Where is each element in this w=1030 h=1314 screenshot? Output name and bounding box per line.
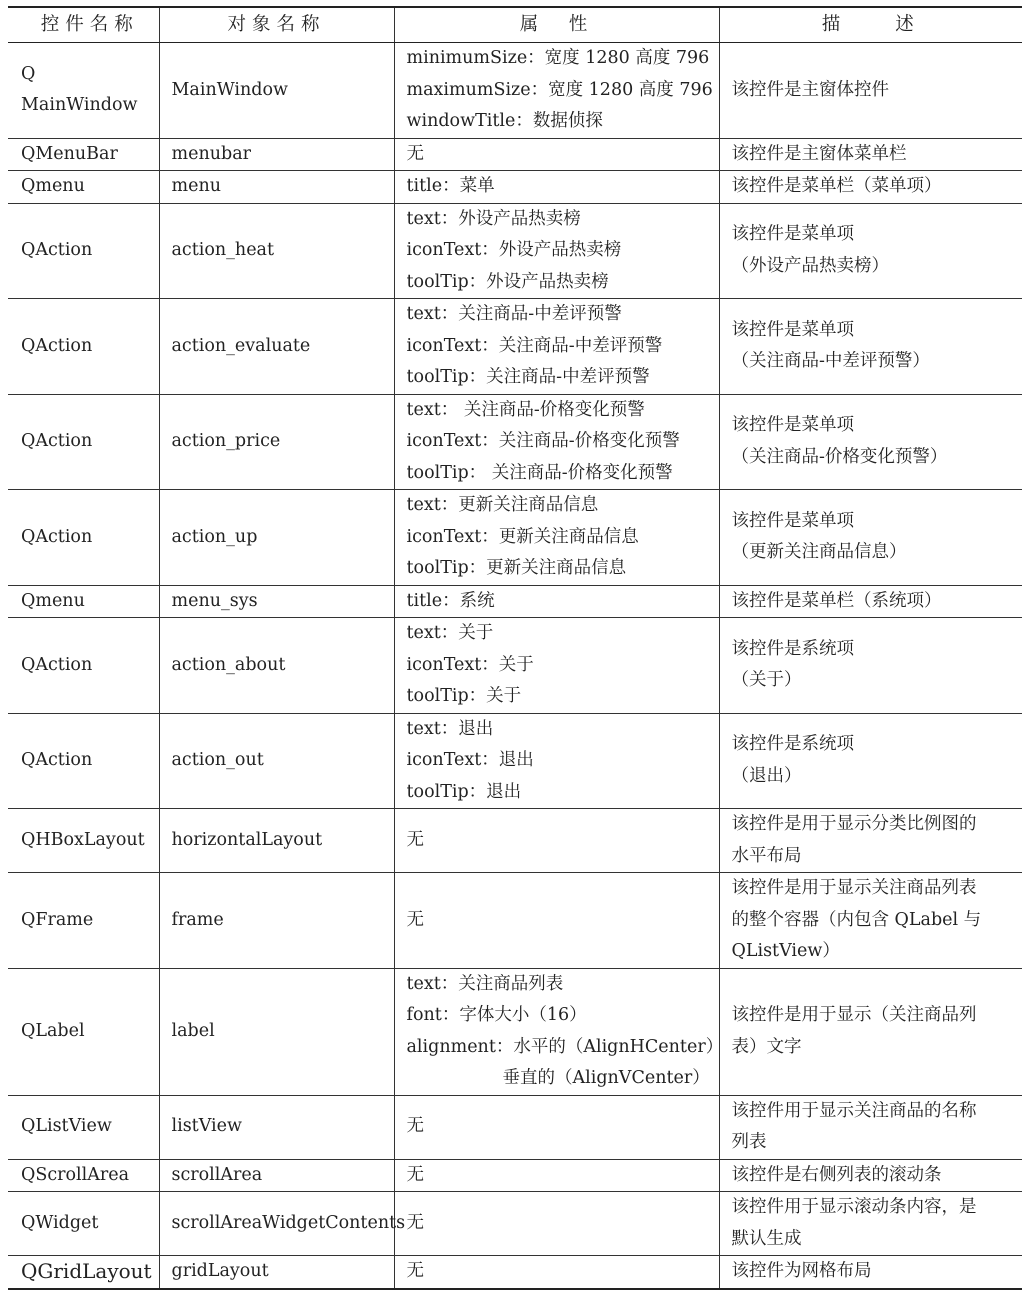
desc-line: 的整个容器（内包含 QLabel 与 [731, 909, 982, 930]
desc-line: 该控件是用于显示分类比例图的 [731, 814, 977, 834]
cell-props [394, 490, 719, 586]
prop-line: alignment：水平的（AlignHCenter） [406, 1036, 724, 1057]
table-row [8, 968, 1022, 1095]
desc-line: QListView） [731, 941, 840, 961]
cell-desc [719, 585, 1022, 618]
cell-object: MainWindow [159, 43, 394, 139]
desc-line: 该控件用于显示关注商品的名称 [731, 1100, 977, 1121]
prop-line: maximumSize：宽度 1280 高度 796 [406, 79, 713, 100]
cell-object: action_out [159, 713, 394, 809]
cell-widget: QWidget [8, 1192, 159, 1256]
prop-line: toolTip：外设产品热卖榜 [406, 271, 609, 292]
prop-line: title：系统 [406, 590, 495, 611]
cell-widget: Qmenu [8, 585, 159, 618]
table-row [8, 1256, 1022, 1289]
cell-desc [719, 394, 1022, 490]
cell-props [394, 873, 719, 969]
desc-line: 列表 [731, 1132, 767, 1152]
prop-line: iconText：关于 [406, 654, 534, 675]
cell-desc [719, 1256, 1022, 1289]
desc-line: 该控件是用于显示关注商品列表 [731, 878, 977, 898]
desc-line: 该控件是系统项 [731, 734, 854, 755]
cell-desc [719, 43, 1022, 139]
cell-desc [719, 490, 1022, 586]
desc-line: 默认生成 [731, 1228, 802, 1249]
table-row [8, 1095, 1022, 1159]
table-row [8, 43, 1022, 139]
prop-line: iconText：关注商品-价格变化预警 [406, 431, 680, 451]
cell-widget: QMenuBar [8, 138, 159, 171]
cell-object: menu_sys [159, 585, 394, 618]
cell-widget: Q MainWindow [8, 43, 159, 139]
cell-desc [719, 203, 1022, 299]
desc-line: 该控件是用于显示（关注商品列 [731, 1005, 977, 1025]
prop-line: 无 [406, 1116, 424, 1137]
prop-line: toolTip： 关注商品-价格变化预警 [406, 462, 673, 483]
cell-object: action_evaluate [159, 299, 394, 395]
desc-line: 该控件是菜单项 [731, 510, 854, 531]
table-row [8, 618, 1022, 714]
cell-props [394, 171, 719, 204]
cell-object: action_up [159, 490, 394, 586]
cell-widget: QHBoxLayout [8, 809, 159, 873]
prop-line: iconText：更新关注商品信息 [406, 526, 639, 547]
desc-line: 该控件是系统项 [731, 638, 854, 659]
table-row [8, 873, 1022, 969]
prop-line: iconText：关注商品-中差评预警 [406, 335, 663, 356]
prop-line: 无 [406, 1164, 424, 1185]
cell-object: horizontalLayout [159, 809, 394, 873]
cell-desc [719, 171, 1022, 204]
header-object-name: 对象名称 [159, 7, 394, 43]
prop-line: windowTitle：数据侦探 [406, 111, 603, 131]
cell-object: gridLayout [159, 1256, 394, 1289]
cell-props [394, 43, 719, 139]
cell-props [394, 809, 719, 873]
cell-props [394, 1192, 719, 1256]
cell-object: action_price [159, 394, 394, 490]
cell-desc [719, 968, 1022, 1095]
cell-widget: QFrame [8, 873, 159, 969]
cell-object: action_heat [159, 203, 394, 299]
cell-object: scrollAreaWidgetContents [159, 1192, 394, 1256]
prop-line: text：更新关注商品信息 [406, 495, 599, 515]
prop-line: iconText：外设产品热卖榜 [406, 240, 622, 260]
desc-line: 该控件用于显示滚动条内容，是 [731, 1197, 977, 1217]
prop-line: 无 [406, 829, 424, 850]
cell-props [394, 1159, 719, 1192]
prop-line: 无 [406, 1212, 424, 1233]
prop-line: text：外设产品热卖榜 [406, 208, 581, 229]
desc-line: （关注商品-价格变化预警） [731, 446, 948, 467]
prop-line: text：关于 [406, 623, 494, 643]
table-row [8, 394, 1022, 490]
cell-props [394, 1256, 719, 1289]
cell-props [394, 203, 719, 299]
desc-line: 该控件是主窗体控件 [731, 79, 889, 100]
desc-line: （退出） [731, 765, 802, 786]
cell-widget: QScrollArea [8, 1159, 159, 1192]
cell-object: listView [159, 1095, 394, 1159]
cell-desc [719, 873, 1022, 969]
cell-props [394, 138, 719, 171]
cell-props [394, 618, 719, 714]
cell-widget: QLabel [8, 968, 159, 1095]
cell-props [394, 394, 719, 490]
prop-line: 无 [406, 1261, 424, 1281]
table-row [8, 490, 1022, 586]
desc-line: 表）文字 [731, 1036, 802, 1057]
cell-object: menu [159, 171, 394, 204]
cell-object: menubar [159, 138, 394, 171]
cell-props [394, 968, 724, 1095]
cell-desc [719, 1159, 1022, 1192]
prop-line: text：关注商品列表 [406, 973, 564, 994]
desc-line: 该控件为网格布局 [731, 1261, 872, 1281]
table-row [8, 585, 1022, 618]
cell-widget: QListView [8, 1095, 159, 1159]
cell-desc [719, 713, 1022, 809]
table-row [8, 299, 1022, 395]
desc-line: （关注商品-中差评预警） [731, 351, 930, 372]
prop-line: toolTip：关于 [406, 686, 522, 706]
table-row [8, 171, 1022, 204]
cell-object: frame [159, 873, 394, 969]
desc-line: 该控件是菜单项 [731, 319, 854, 340]
table-row [8, 1159, 1022, 1192]
desc-line: 该控件是菜单栏（系统项） [731, 590, 942, 611]
cell-props [394, 585, 719, 618]
prop-line: toolTip：更新关注商品信息 [406, 558, 627, 578]
desc-line: 水平布局 [731, 845, 802, 866]
prop-line: text：退出 [406, 718, 494, 739]
header-description: 描 述 [719, 7, 1022, 43]
desc-line: （关于） [731, 670, 802, 691]
cell-desc [719, 138, 1022, 171]
prop-line: 垂直的（AlignVCenter） [502, 1068, 710, 1088]
header-properties: 属 性 [394, 7, 719, 43]
cell-object: label [159, 968, 394, 1095]
cell-widget: Qmenu [8, 171, 159, 204]
cell-widget: QAction [8, 203, 159, 299]
prop-line: toolTip：关注商品-中差评预警 [406, 367, 650, 387]
prop-line: title：菜单 [406, 176, 495, 196]
cell-desc [719, 1192, 1022, 1256]
table-row [8, 1192, 1022, 1256]
desc-line: 该控件是右侧列表的滚动条 [731, 1164, 942, 1185]
table-row [8, 713, 1022, 809]
prop-line: 无 [406, 909, 424, 930]
desc-line: 该控件是菜单项 [731, 224, 854, 245]
prop-line: text： 关注商品-价格变化预警 [406, 399, 645, 420]
header-widget-name: 控件名称 [8, 7, 159, 43]
table-row [8, 809, 1022, 873]
table-row [8, 203, 1022, 299]
prop-line: font：字体大小（16） [406, 1005, 587, 1025]
cell-widget: QAction [8, 618, 159, 714]
cell-widget: QAction [8, 713, 159, 809]
prop-line: toolTip：退出 [406, 781, 522, 802]
prop-line: minimumSize：宽度 1280 高度 796 [406, 48, 710, 68]
desc-line: 该控件是主窗体菜单栏 [731, 143, 907, 164]
table-row [8, 138, 1022, 171]
cell-widget: QGridLayout [8, 1256, 159, 1289]
cell-desc [719, 1095, 1022, 1159]
cell-desc [719, 618, 1022, 714]
prop-line: text：关注商品-中差评预警 [406, 304, 622, 324]
cell-props [394, 299, 719, 395]
desc-line: （外设产品热卖榜） [731, 255, 889, 276]
prop-line: iconText：退出 [406, 750, 534, 770]
cell-desc [719, 299, 1022, 395]
cell-widget: QAction [8, 299, 159, 395]
widget-property-table [8, 6, 1022, 1290]
desc-line: 该控件是菜单项 [731, 415, 854, 436]
cell-desc [719, 809, 1022, 873]
cell-widget: QAction [8, 394, 159, 490]
header-row [8, 7, 1022, 43]
cell-object: action_about [159, 618, 394, 714]
cell-object: scrollArea [159, 1159, 394, 1192]
cell-props [394, 1095, 719, 1159]
desc-line: 该控件是菜单栏（菜单项） [731, 176, 942, 196]
cell-widget: QAction [8, 490, 159, 586]
desc-line: （更新关注商品信息） [731, 542, 907, 563]
cell-props [394, 713, 719, 809]
prop-line: 无 [406, 143, 424, 164]
